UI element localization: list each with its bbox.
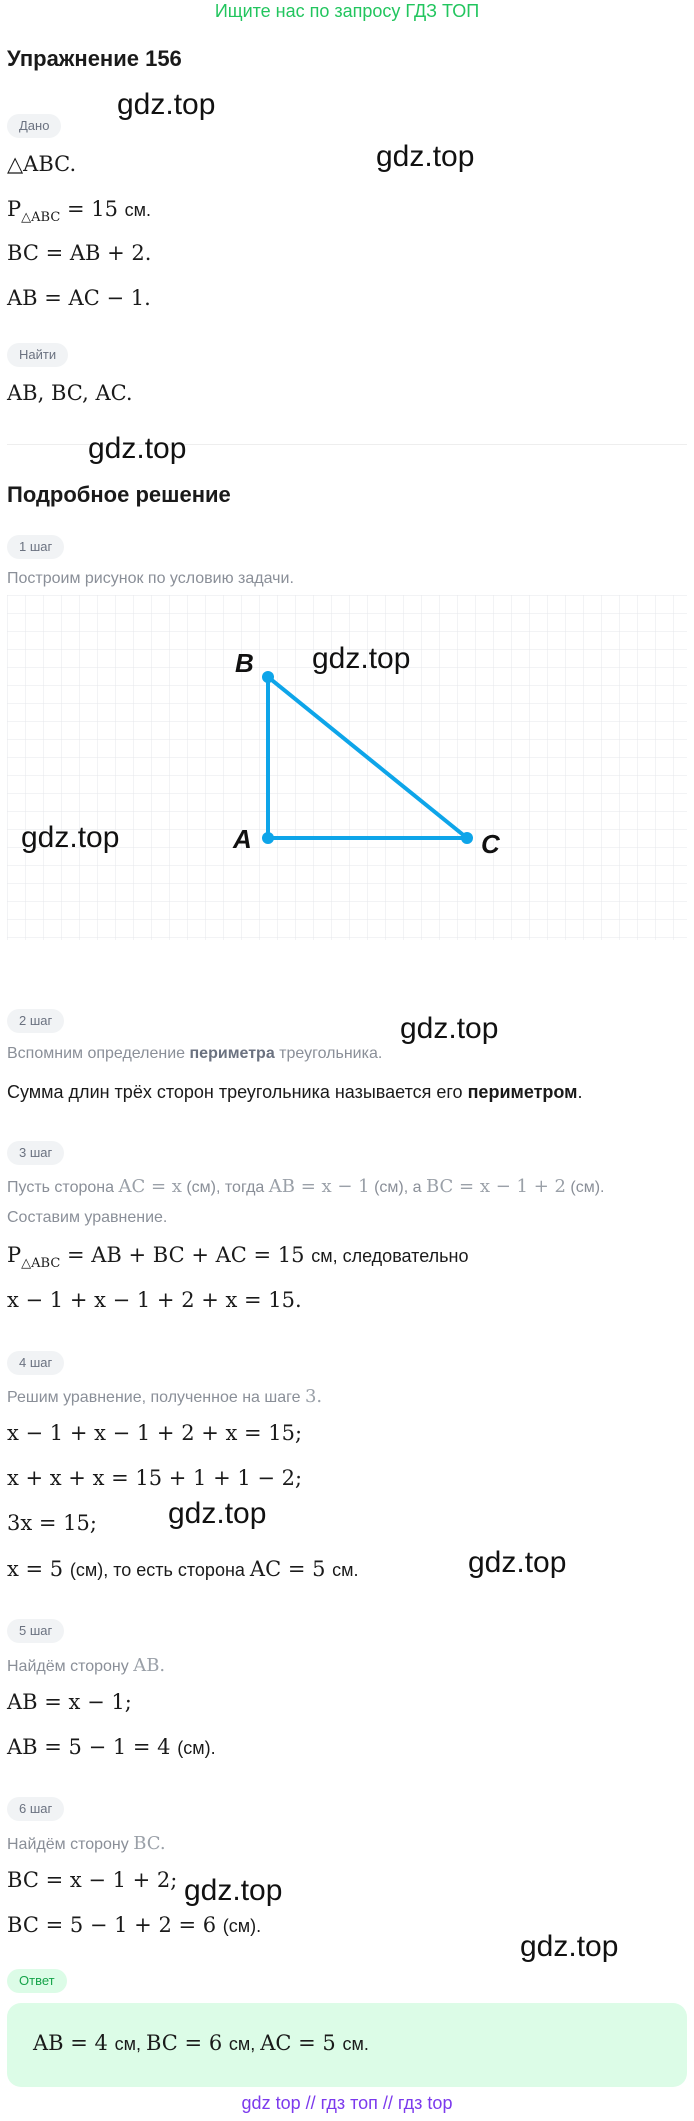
vertex-b-dot — [262, 671, 274, 683]
solution-title: Подробное решение — [7, 482, 231, 507]
given-line-2: $P_{\triangle ABC} = 15$ см. — [7, 197, 152, 226]
vertex-c-label: C — [481, 829, 500, 859]
step-3-eq-2: x − 1 + x − 1 + 2 + x = 15. — [7, 1288, 302, 1312]
step-4-line-1: x − 1 + x − 1 + 2 + x = 15; — [7, 1421, 303, 1445]
footer-links[interactable]: gdz top // гдз топ // гдз top — [241, 2093, 453, 2113]
answer-box — [7, 2003, 687, 2087]
step-5-line-1: AB = x − 1; — [7, 1690, 132, 1714]
step-4-text: Решим уравнение, полученное на шаге 3. — [7, 1386, 323, 1407]
step-3-chip: 3 шаг — [7, 1141, 64, 1165]
step-3-compose: Составим уравнение. — [7, 1209, 168, 1226]
find-line: AB, BC, AC. — [7, 381, 133, 405]
step-4-chip: 4 шаг — [7, 1351, 64, 1375]
step-4-line-3: 3x = 15; — [7, 1511, 97, 1535]
watermark: gdz.top — [88, 432, 187, 465]
watermark: gdz.top — [376, 140, 475, 173]
vertex-c-dot — [461, 832, 473, 844]
watermark: gdz.top — [168, 1497, 267, 1530]
given-line-3: BC = AB + 2. — [7, 241, 152, 265]
watermark: gdz.top — [117, 88, 216, 121]
step-1-chip: 1 шаг — [7, 535, 64, 559]
answer-text: AB = 4 см, BC = 6 см, AC = 5 см. — [33, 2031, 369, 2055]
step-6-chip: 6 шаг — [7, 1797, 64, 1821]
answer-chip: Ответ — [7, 1969, 67, 1993]
exercise-title: Упражнение 156 — [7, 46, 182, 71]
step-4-line-2: x + x + x = 15 + 1 + 1 − 2; — [7, 1466, 303, 1490]
step-2-chip: 2 шаг — [7, 1009, 64, 1033]
vertex-a-dot — [262, 832, 274, 844]
step-3-text: Пусть сторона AC = x (см), тогда AB = x − 1 (см), а BC = x − 1 + 2 (см). — [7, 1176, 605, 1197]
watermark: gdz.top — [312, 642, 411, 675]
step-6-line-2: BC = 5 − 1 + 2 = 6 (см). — [7, 1913, 262, 1937]
step-6-line-1: BC = x − 1 + 2; — [7, 1868, 178, 1892]
given-chip: Дано — [7, 114, 61, 138]
step-4-line-4: x = 5 (см), то есть сторона AC = 5 см. — [7, 1557, 359, 1581]
perimeter-definition: Сумма длин трёх сторон треугольника называется его периметром. — [7, 1082, 583, 1102]
vertex-b-label: B — [235, 648, 254, 678]
watermark: gdz.top — [520, 1930, 619, 1963]
step-6-text: Найдём сторону BC. — [7, 1833, 166, 1854]
step-2-text: Вспомним определение периметра треугольника. — [7, 1045, 383, 1062]
vertex-a-label: A — [233, 824, 252, 854]
search-banner: Ищите нас по запросу ГДЗ ТОП — [214, 1, 480, 21]
watermark: gdz.top — [400, 1012, 499, 1045]
step-5-text: Найдём сторону AB. — [7, 1655, 166, 1676]
given-line-1: △ABC. — [7, 152, 77, 176]
step-5-line-2: AB = 5 − 1 = 4 (см). — [7, 1735, 216, 1759]
step-1-text: Построим рисунок по условию задачи. — [7, 570, 294, 587]
watermark: gdz.top — [468, 1546, 567, 1579]
step-3-eq-1: $P_{\triangle ABC}$ = AB + BC + AC = 15 см, следовательно — [7, 1243, 469, 1272]
watermark: gdz.top — [184, 1874, 283, 1907]
step-5-chip: 5 шаг — [7, 1619, 64, 1643]
given-line-4: AB = AC − 1. — [7, 286, 151, 310]
watermark: gdz.top — [21, 821, 120, 854]
find-chip: Найти — [7, 343, 68, 367]
